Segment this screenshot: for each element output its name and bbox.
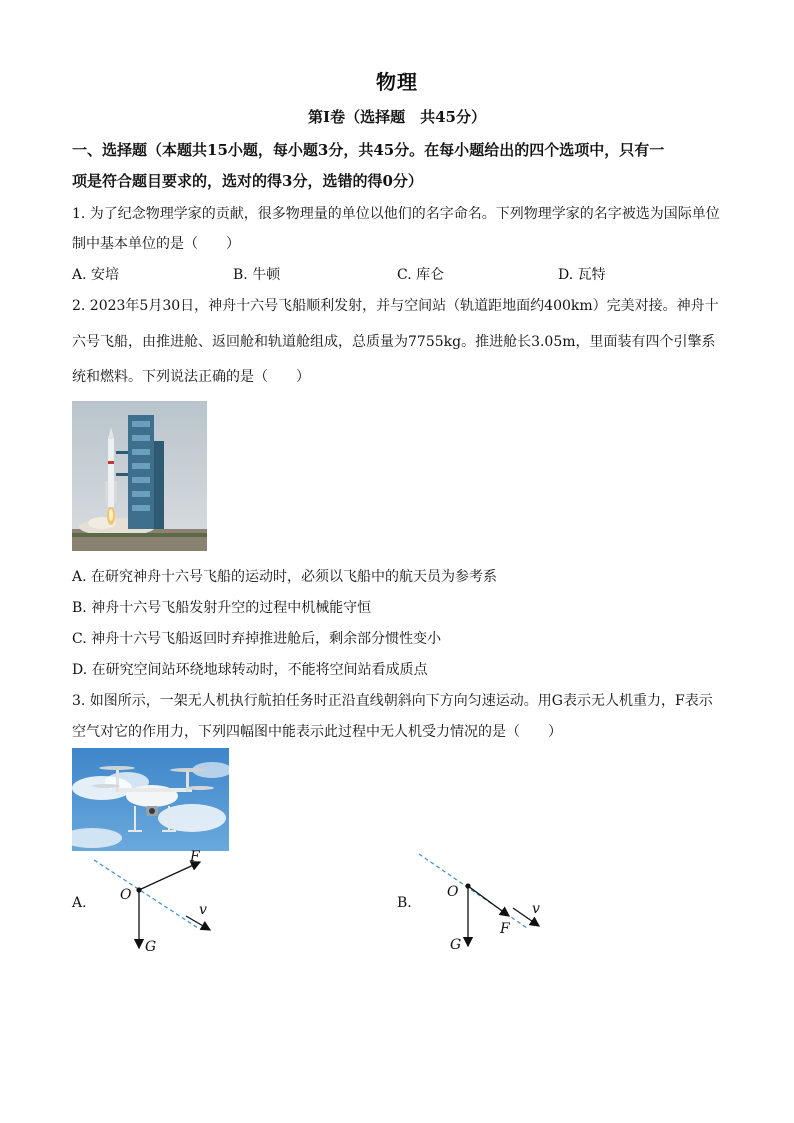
q3-diagram-a-origin: O (120, 887, 132, 903)
q2-stem-line1: 2. 2023年5月30日，神舟十六号飞船顺利发射，并与空间站（轨道距地面约400km）完美对接。神舟十 (72, 298, 719, 314)
q1-option-c: C. 库仑 (397, 267, 445, 283)
q3-stem-line2: 空气对它的作用力，下列四幅图中能表示此过程中无人机受力情况的是（ ） (72, 724, 562, 740)
q1-stem-line1: 1. 为了纪念物理学家的贡献，很多物理量的单位以他们的名字命名。下列物理学家的名字被选为国际单位 (72, 206, 720, 222)
q2-option-a: A. 在研究神舟十六号飞船的运动时，必须以飞船中的航天员为参考系 (72, 569, 498, 585)
q1-option-b: B. 牛顿 (233, 267, 281, 283)
section-instruction-line2: 项是符合题目要求的，选对的得3分，选错的得0分） (72, 172, 423, 190)
q2-option-d: D. 在研究空间站环绕地球转动时，不能将空间站看成质点 (72, 662, 428, 678)
q3-diagram-a-gravity: G (145, 939, 157, 955)
q2-option-b: B. 神舟十六号飞船发射升空的过程中机械能守恒 (72, 600, 372, 616)
q3-diagram-b (415, 848, 545, 963)
page-subtitle: 第Ⅰ卷（选择题 共45分） (308, 108, 486, 126)
q3-diagram-a-option-label: A. (72, 895, 87, 911)
q3-diagram-a-force-f: F (190, 849, 200, 865)
q2-option-c: C. 神舟十六号飞船返回时弃掉推进舱后，剩余部分惯性变小 (72, 631, 442, 647)
q1-stem-line2: 制中基本单位的是（ ） (72, 236, 240, 252)
rocket-launch-photo (72, 401, 207, 551)
drone-photo (72, 748, 229, 851)
q2-stem-line3: 统和燃料。下列说法正确的是（ ） (72, 369, 310, 385)
q3-diagram-b-force-f: F (500, 921, 510, 937)
q3-diagram-b-velocity: v (532, 901, 540, 917)
q3-diagram-a-velocity: v (199, 902, 207, 918)
q1-option-d: D. 瓦特 (558, 267, 606, 283)
q3-diagram-b-option-label: B. (397, 895, 412, 911)
q3-diagram-b-gravity: G (450, 937, 462, 953)
q3-stem-line1: 3. 如图所示，一架无人机执行航拍任务时正沿直线朝斜向下方向匀速运动。用G表示无人机重力，F表示 (72, 693, 713, 709)
page-title: 物理 (376, 70, 418, 94)
q3-diagram-b-origin: O (447, 884, 459, 900)
q1-option-a: A. 安培 (72, 267, 120, 283)
q2-stem-line2: 六号飞船，由推进舱、返回舱和轨道舱组成，总质量为7755kg。推进舱长3.05m，里面装有四个引擎系 (72, 334, 716, 350)
section-instruction-line1: 一、选择题（本题共15小题，每小题3分，共45分。在每小题给出的四个选项中，只有一 (72, 141, 665, 159)
